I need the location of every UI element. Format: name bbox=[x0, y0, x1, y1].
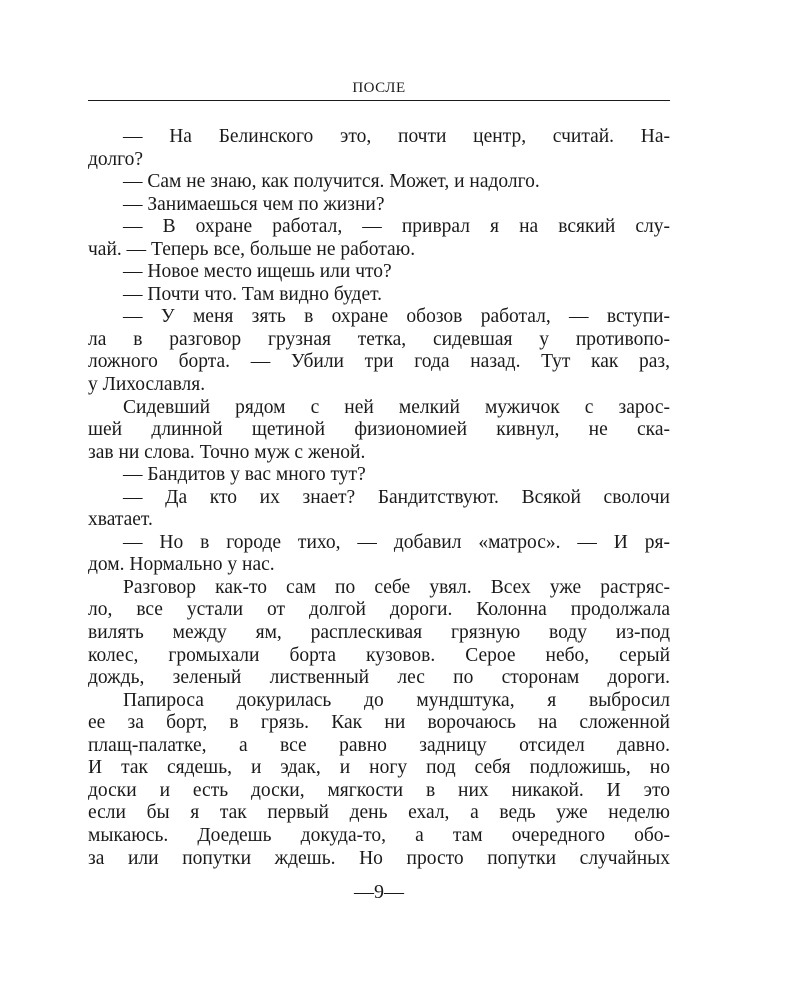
text-line: вилять между ям, расплескивая грязную воду из-под bbox=[88, 622, 670, 644]
text-line: Папироса докурилась до мундштука, я выбросил bbox=[123, 689, 670, 711]
text-line: чай. — Теперь все, больше не работаю. bbox=[88, 238, 416, 260]
text-line: долго? bbox=[88, 148, 144, 170]
text-line: дом. Нормально у нас. bbox=[88, 554, 275, 576]
text-line: ее за борт, в грязь. Как ни ворочаюсь на сложенной bbox=[88, 712, 670, 734]
text-line: доски и есть доски, мягкости в них никакой. И это bbox=[88, 779, 670, 801]
text-line: если бы я так первый день ехал, а ведь уже неделю bbox=[88, 802, 670, 824]
text-line: И так сядешь, и эдак, и ногу под себя подложишь, но bbox=[88, 757, 670, 779]
text-line: — Почти что. Там видно будет. bbox=[123, 283, 383, 305]
text-line: — В охране работал, — приврал я на всякий слу- bbox=[123, 216, 670, 238]
page-number: —9— bbox=[354, 881, 404, 903]
text-line: — Занимаешься чем по жизни? bbox=[123, 193, 385, 215]
text-line: плащ-палатке, а все равно задницу отсидел давно. bbox=[88, 734, 670, 756]
text-line: мыкаюсь. Доедешь докуда-то, а там очередного обо- bbox=[88, 824, 670, 846]
text-line: зав ни слова. Точно муж с женой. bbox=[88, 441, 366, 463]
body-text bbox=[88, 126, 670, 870]
text-line: за или попутки ждешь. Но просто попутки случайных bbox=[88, 847, 670, 869]
text-line: дождь, зеленый лиственный лес по сторонам дороги. bbox=[88, 667, 670, 689]
text-line: — Да кто их знает? Бандитствуют. Всякой сволочи bbox=[123, 486, 670, 508]
text-line: хватает. bbox=[88, 509, 153, 531]
header-rule bbox=[88, 100, 670, 101]
text-line: — Бандитов у вас много тут? bbox=[123, 464, 366, 486]
text-line: колес, громыхали борта кузовов. Серое небо, серый bbox=[88, 644, 670, 666]
text-line: Разговор как-то сам по себе увял. Всех уже растряс- bbox=[123, 576, 670, 598]
running-header: ПОСЛЕ bbox=[352, 80, 406, 96]
text-line: — У меня зять в охране обозов работал, — вступи- bbox=[123, 306, 670, 328]
text-line: ла в разговор грузная тетка, сидевшая у противопо- bbox=[88, 328, 670, 350]
text-line: — Но в городе тихо, — добавил «матрос». — И ря- bbox=[123, 531, 670, 553]
text-line: ло, все устали от долгой дороги. Колонна продолжала bbox=[88, 599, 670, 621]
text-line: у Лихославля. bbox=[88, 374, 206, 396]
text-line: — Сам не знаю, как получится. Может, и надолго. bbox=[123, 171, 540, 193]
text-line: шей длинной щетиной физиономией кивнул, не ска- bbox=[88, 419, 670, 441]
text-line: — На Белинского это, почти центр, считай. На- bbox=[123, 126, 670, 147]
text-line: Сидевший рядом с ней мелкий мужичок с зарос- bbox=[123, 396, 670, 418]
text-line: ложного борта. — Убили три года назад. Тут как раз, bbox=[88, 351, 670, 373]
text-line: — Новое место ищешь или что? bbox=[123, 261, 392, 283]
